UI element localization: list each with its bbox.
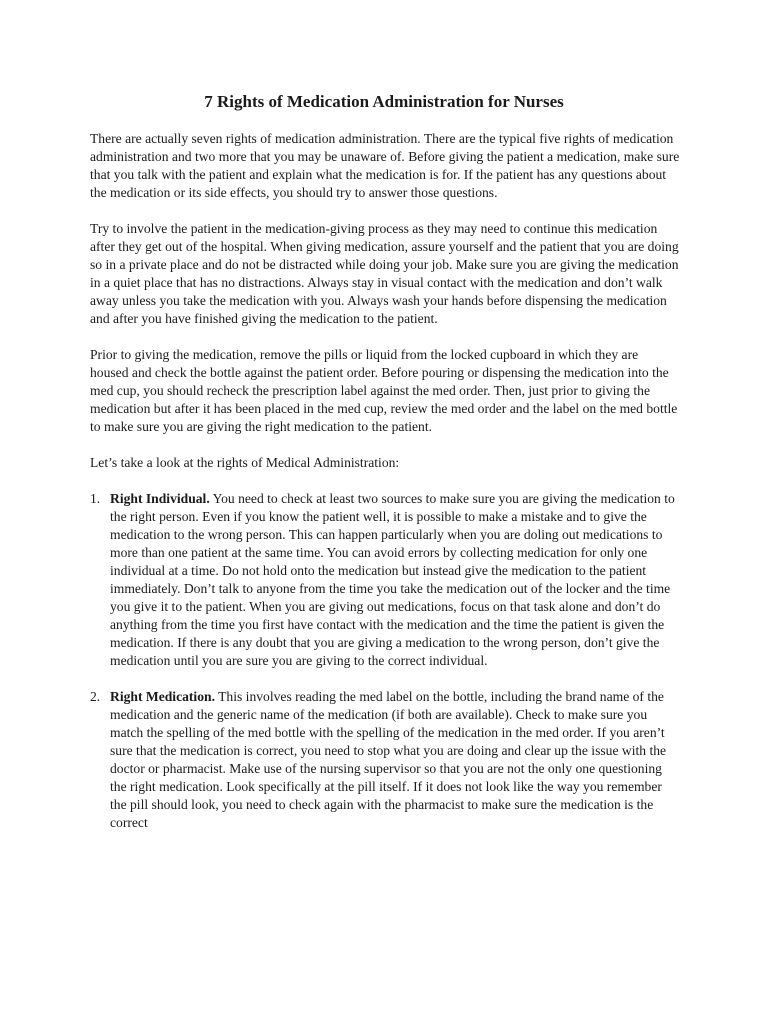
paragraph-1: There are actually seven rights of medication administration. There are the typical five rights of medication administration and two more that you may be unaware of. Before giving the patient a medication, make sure that you talk with the patient and explain what the medication is for. If the patient has any questions about the medication or its side effects, you should try to answer those questions. <box>90 131 680 200</box>
list-item-right-medication <box>90 688 680 832</box>
rights-list <box>90 490 680 832</box>
list-intro: Let’s take a look at the rights of Medical Administration: <box>90 455 400 470</box>
list-item-text: This involves reading the med label on the bottle, including the brand name of the medication and the generic name of the medication (if both are available). Check to make sure you match the spelling of the med bottle with the spelling of the medication in the med order. If you aren’t sure that the medication is correct, you need to stop what you are doing and clear up the issue with the doctor or pharmacist. Make use of the nursing supervisor so that you are not the only one questioning the right medication. Look specifically at the pill itself. If it does not look like the way you remember the pill should look, you need to check again with the pharmacist to make sure the medication is the correct <box>110 689 667 830</box>
paragraph-3: Prior to giving the medication, remove the pills or liquid from the locked cupboard in which they are housed and check the bottle against the patient order. Before pouring or dispensing the medication into the med cup, you should recheck the prescription label against the med order. Then, just prior to giving the medication but after it has been placed in the med cup, review the med order and the label on the med bottle to make sure you are giving the right medication to the patient. <box>90 347 678 434</box>
paragraph-2: Try to involve the patient in the medication-giving process as they may need to continue this medication after they get out of the hospital. When giving medication, assure yourself and the patient that you are doing so in a private place and do not be distracted while doing your job. Make sure you are giving the medication in a quiet place that has no distractions. Always stay in visual contact with the medication and don’t walk away unless you take the medication with you. Always wash your hands before dispensing the medication and after you have finished giving the medication to the patient. <box>90 221 679 326</box>
list-item-heading: Right Medication. <box>110 689 215 704</box>
document-title: 7 Rights of Medication Administration for Nurses <box>204 92 564 111</box>
list-item-number: 2. <box>90 689 101 704</box>
document-body <box>90 130 680 850</box>
list-item-heading: Right Individual. <box>110 491 210 506</box>
list-item-text: You need to check at least two sources to make sure you are giving the medication to the right person. Even if you know the patient well, it is possible to make a mistake and to give the medication to the wrong person. This can happen particularly when you are doling out medications to more than one patient at the same time. You can avoid errors by collecting medication for only one individual at a time. Do not hold onto the medication but instead give the medication to the patient immediately. Don’t talk to anyone from the time you take the medication out of the locker and the time you give it to the patient. When you are giving out medications, focus on that task alone and don’t do anything from the time you first have contact with the medication and the time the patient is given the medication. If there is any doubt that you are giving a medication to the wrong person, don’t give the medication until you are sure you are giving to the correct individual. <box>110 491 675 668</box>
list-item-number: 1. <box>90 491 101 506</box>
list-item-right-individual <box>90 490 680 670</box>
